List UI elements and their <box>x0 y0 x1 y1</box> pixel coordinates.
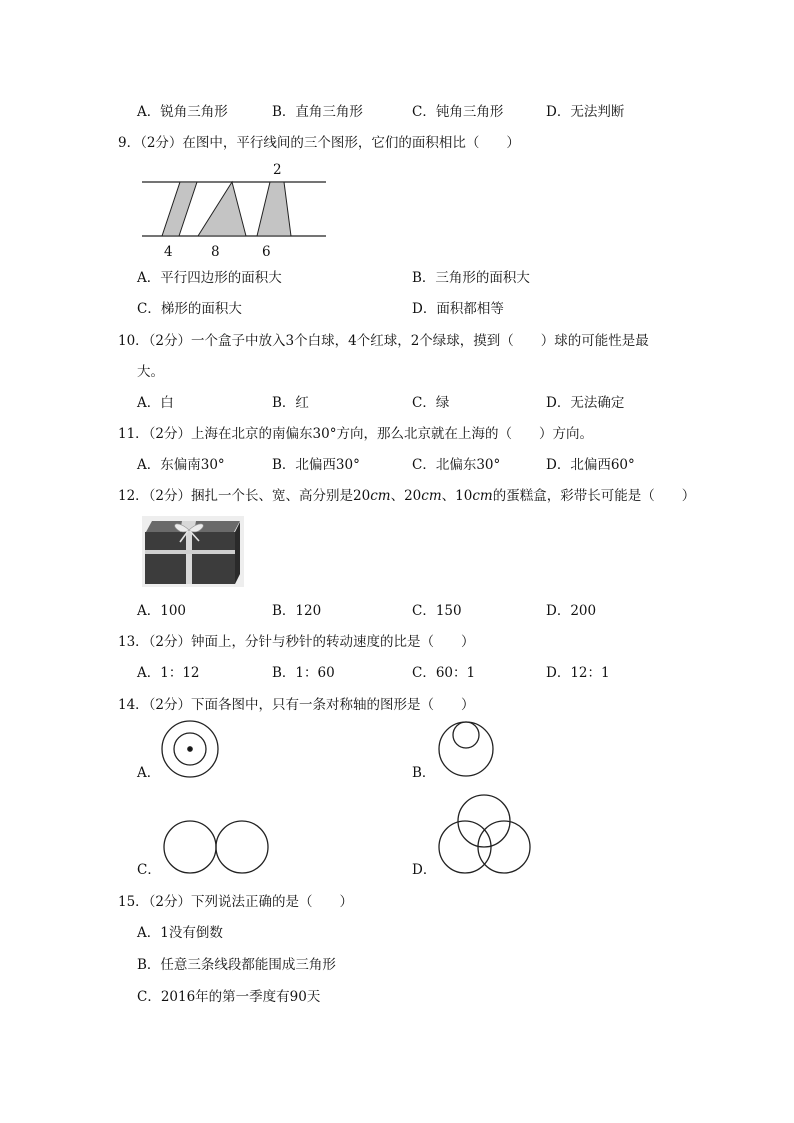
q12-option-a[interactable]: A．100 <box>137 603 187 619</box>
q11-option-a[interactable]: A．东偏南30° <box>137 457 225 473</box>
q12-sep-2: 、10 <box>441 488 473 504</box>
q14-stem: 14．（2分）下面各图中，只有一条对称轴的图形是（ ） <box>118 697 475 713</box>
q12-unit-1: cm <box>370 488 391 504</box>
q9-option-c[interactable]: C．梯形的面积大 <box>137 301 242 317</box>
q12-option-d[interactable]: D．200 <box>546 603 597 619</box>
q14-option-d[interactable]: D． <box>412 862 437 878</box>
q14-option-c[interactable]: C． <box>137 862 161 878</box>
q11-stem: 11．（2分）上海在北京的南偏东30°方向，那么北京就在上海的（ ）方向。 <box>118 426 593 442</box>
q9-option-b[interactable]: B．三角形的面积大 <box>412 270 530 286</box>
q12-stem-after: 的蛋糕盒，彩带长可能是（ ） <box>492 488 696 504</box>
q8-option-c[interactable]: C．钝角三角形 <box>412 104 504 120</box>
figure-c-two-tangent-circles <box>164 821 268 873</box>
q10-option-b[interactable]: B．红 <box>272 395 309 411</box>
q9-option-a[interactable]: A．平行四边形的面积大 <box>137 270 282 286</box>
q12-unit-2: cm <box>421 488 442 504</box>
q10-option-d[interactable]: D．无法确定 <box>546 395 625 411</box>
q11-option-b[interactable]: B．北偏西30° <box>272 457 360 473</box>
q13-option-d[interactable]: D．12：1 <box>546 665 610 681</box>
q12-sep-1: 、20 <box>390 488 422 504</box>
q11-option-d[interactable]: D．北偏西60° <box>546 457 635 473</box>
q13-option-b[interactable]: B．1：60 <box>272 665 335 681</box>
q8-option-b[interactable]: B．直角三角形 <box>272 104 363 120</box>
q12-unit-3: cm <box>472 488 493 504</box>
figure-a-concentric-circles <box>162 721 218 777</box>
q9-stem: 9．（2分）在图中，平行线间的三个图形，它们的面积相比（ ） <box>118 135 520 151</box>
figure-b-inner-tangent-circles <box>439 722 493 776</box>
q10-stem-line2: 大。 <box>137 364 164 380</box>
q9-label-top: 2 <box>273 162 282 178</box>
q14-option-a[interactable]: A． <box>137 765 161 781</box>
q12-option-b[interactable]: B．120 <box>272 603 322 619</box>
q12-option-c[interactable]: C．150 <box>412 603 462 619</box>
q12-stem-before: 12．（2分）捆扎一个长、宽、高分别是20 <box>118 488 371 504</box>
q9-option-d[interactable]: D．面积都相等 <box>412 301 504 317</box>
q14-option-b[interactable]: B． <box>412 765 436 781</box>
q11-option-c[interactable]: C．北偏东30° <box>412 457 501 473</box>
q9-label-bottom-3: 6 <box>262 244 271 260</box>
q9-label-bottom-2: 8 <box>211 244 220 260</box>
q13-stem: 13．（2分）钟面上，分针与秒针的转动速度的比是（ ） <box>118 634 475 650</box>
q15-stem: 15．（2分）下列说法正确的是（ ） <box>118 894 354 910</box>
figure-d-three-overlapping-circles <box>439 795 530 873</box>
q10-option-a[interactable]: A．白 <box>137 395 174 411</box>
q15-option-c[interactable]: C．2016年的第一季度有90天 <box>137 989 321 1005</box>
q9-label-bottom-1: 4 <box>164 244 173 260</box>
q15-option-a[interactable]: A．1没有倒数 <box>137 925 223 941</box>
q10-stem-line1: 10．（2分）一个盒子中放入3个白球，4个红球，2个绿球，摸到（ ）球的可能性是最 <box>118 333 649 349</box>
q8-option-a[interactable]: A．锐角三角形 <box>137 104 228 120</box>
q13-option-c[interactable]: C．60：1 <box>412 665 476 681</box>
q8-option-d[interactable]: D．无法判断 <box>546 104 625 120</box>
q10-option-c[interactable]: C．绿 <box>412 395 450 411</box>
q13-option-a[interactable]: A．1：12 <box>137 665 200 681</box>
q15-option-b[interactable]: B．任意三条线段都能围成三角形 <box>137 957 336 973</box>
